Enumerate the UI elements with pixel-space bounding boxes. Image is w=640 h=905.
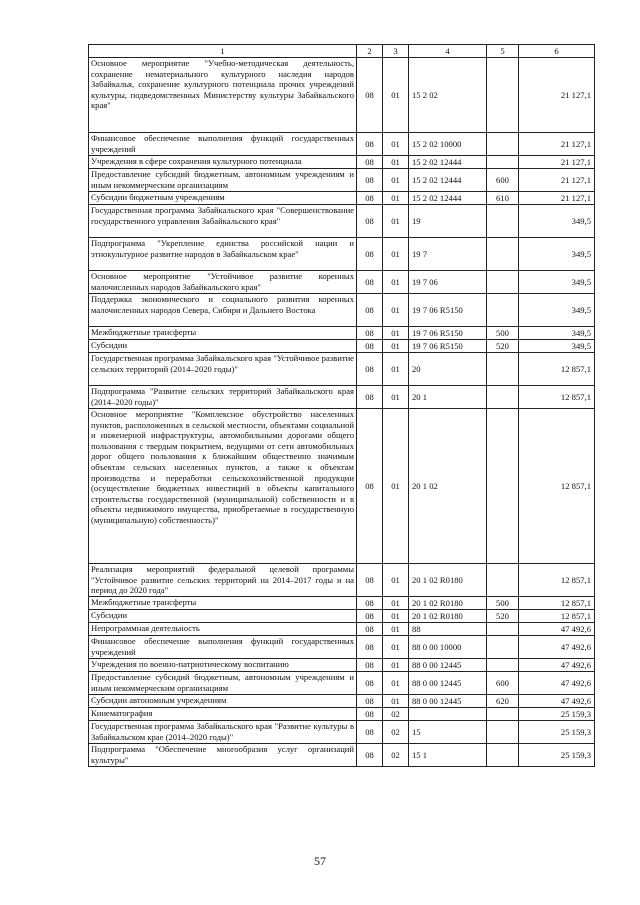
row-target-article-cell: 15 1 <box>409 744 487 767</box>
row-subsection-cell: 01 <box>383 205 409 238</box>
row-name-cell: Субсидии автономным учреждениям <box>89 695 357 708</box>
row-amount-cell: 12 857,1 <box>519 597 595 610</box>
row-name-cell: Предоставление субсидий бюджетным, автономным учреждениям и иным некоммерческим организациям <box>89 169 357 192</box>
row-section-cell: 08 <box>357 386 383 409</box>
row-name-cell: Основное мероприятие "Учебно-методическая деятельность, сохранение нематериального культурного наследия народов Забайкалья, сохранение культурного потенциала прочих учреждений культуры, подведомственных Министерству культуры Забайкальского края" <box>89 58 357 133</box>
table-row <box>89 708 595 721</box>
table-row <box>89 386 595 409</box>
row-expense-type-cell: 500 <box>487 597 519 610</box>
row-amount-cell: 21 127,1 <box>519 58 595 133</box>
row-subsection-cell: 01 <box>383 238 409 271</box>
row-subsection-cell: 01 <box>383 659 409 672</box>
row-target-article-cell: 88 <box>409 623 487 636</box>
row-expense-type-cell: 520 <box>487 340 519 353</box>
table-row <box>89 564 595 597</box>
row-expense-type-cell: 610 <box>487 192 519 205</box>
row-amount-cell: 349,5 <box>519 340 595 353</box>
row-name-cell: Подпрограмма "Развитие сельских территорий Забайкальского края (2014–2020 годы)" <box>89 386 357 409</box>
row-section-cell: 08 <box>357 744 383 767</box>
row-section-cell: 08 <box>357 610 383 623</box>
row-amount-cell: 349,5 <box>519 327 595 340</box>
row-target-article-cell: 20 <box>409 353 487 386</box>
row-amount-cell: 12 857,1 <box>519 610 595 623</box>
row-name-cell: Предоставление субсидий бюджетным, автономным учреждениям и иным некоммерческим организациям <box>89 672 357 695</box>
row-amount-cell: 21 127,1 <box>519 156 595 169</box>
row-name-cell: Межбюджетные трансферты <box>89 327 357 340</box>
row-name-cell: Государственная программа Забайкальского края "Совершенствование государственного управления Забайкальского края" <box>89 205 357 238</box>
table-row <box>89 744 595 767</box>
row-expense-type-cell: 600 <box>487 169 519 192</box>
row-target-article-cell: 20 1 02 <box>409 409 487 564</box>
row-name-cell: Учреждения в сфере сохранения культурного потенциала <box>89 156 357 169</box>
row-section-cell: 08 <box>357 294 383 327</box>
row-amount-cell: 25 159,3 <box>519 721 595 744</box>
header-col-4: 4 <box>409 45 487 58</box>
row-subsection-cell: 01 <box>383 353 409 386</box>
row-name-cell: Государственная программа Забайкальского края "Развитие культуры в Забайкальском крае (2014–2020 годы)" <box>89 721 357 744</box>
row-amount-cell: 12 857,1 <box>519 353 595 386</box>
row-amount-cell: 47 492,6 <box>519 659 595 672</box>
row-target-article-cell: 88 0 00 10000 <box>409 636 487 659</box>
budget-table-sheet <box>88 44 594 767</box>
table-row <box>89 192 595 205</box>
table-row <box>89 659 595 672</box>
row-amount-cell: 349,5 <box>519 271 595 294</box>
row-subsection-cell: 01 <box>383 564 409 597</box>
row-subsection-cell: 01 <box>383 672 409 695</box>
row-name-cell: Непрограммная деятельность <box>89 623 357 636</box>
budget-table <box>88 44 595 767</box>
row-subsection-cell: 01 <box>383 386 409 409</box>
row-target-article-cell: 20 1 02 R0180 <box>409 597 487 610</box>
row-subsection-cell: 01 <box>383 169 409 192</box>
row-section-cell: 08 <box>357 708 383 721</box>
row-amount-cell: 349,5 <box>519 294 595 327</box>
row-expense-type-cell <box>487 238 519 271</box>
header-col-5: 5 <box>487 45 519 58</box>
row-target-article-cell: 19 7 <box>409 238 487 271</box>
row-expense-type-cell: 620 <box>487 695 519 708</box>
table-row <box>89 133 595 156</box>
row-section-cell: 08 <box>357 623 383 636</box>
row-section-cell: 08 <box>357 156 383 169</box>
header-col-3: 3 <box>383 45 409 58</box>
row-section-cell: 08 <box>357 672 383 695</box>
row-section-cell: 08 <box>357 169 383 192</box>
row-section-cell: 08 <box>357 597 383 610</box>
row-subsection-cell: 02 <box>383 744 409 767</box>
row-section-cell: 08 <box>357 636 383 659</box>
row-expense-type-cell <box>487 58 519 133</box>
row-name-cell: Государственная программа Забайкальского края "Устойчивое развитие сельских территорий (2014–2020 годы)" <box>89 353 357 386</box>
header-col-2: 2 <box>357 45 383 58</box>
row-expense-type-cell <box>487 636 519 659</box>
row-subsection-cell: 02 <box>383 721 409 744</box>
row-subsection-cell: 01 <box>383 636 409 659</box>
row-target-article-cell <box>409 708 487 721</box>
row-subsection-cell: 01 <box>383 192 409 205</box>
row-subsection-cell: 01 <box>383 271 409 294</box>
row-section-cell: 08 <box>357 564 383 597</box>
table-row <box>89 409 595 564</box>
table-row <box>89 238 595 271</box>
row-amount-cell: 47 492,6 <box>519 623 595 636</box>
row-amount-cell: 12 857,1 <box>519 564 595 597</box>
row-section-cell: 08 <box>357 192 383 205</box>
row-target-article-cell: 15 2 02 12444 <box>409 156 487 169</box>
row-subsection-cell: 01 <box>383 695 409 708</box>
table-row <box>89 353 595 386</box>
row-subsection-cell: 01 <box>383 327 409 340</box>
row-section-cell: 08 <box>357 58 383 133</box>
row-expense-type-cell <box>487 386 519 409</box>
row-name-cell: Субсидии <box>89 610 357 623</box>
row-name-cell: Финансовое обеспечение выполнения функций государственных учреждений <box>89 636 357 659</box>
row-target-article-cell: 19 7 06 <box>409 271 487 294</box>
row-expense-type-cell <box>487 708 519 721</box>
row-section-cell: 08 <box>357 340 383 353</box>
row-section-cell: 08 <box>357 721 383 744</box>
row-target-article-cell: 19 7 06 R5150 <box>409 340 487 353</box>
row-section-cell: 08 <box>357 271 383 294</box>
row-amount-cell: 47 492,6 <box>519 636 595 659</box>
row-section-cell: 08 <box>357 133 383 156</box>
row-subsection-cell: 01 <box>383 133 409 156</box>
row-amount-cell: 349,5 <box>519 205 595 238</box>
row-target-article-cell: 20 1 02 R0180 <box>409 564 487 597</box>
row-section-cell: 08 <box>357 205 383 238</box>
row-amount-cell: 12 857,1 <box>519 386 595 409</box>
row-name-cell: Подпрограмма "Обеспечение многообразия услуг организаций культуры" <box>89 744 357 767</box>
row-name-cell: Межбюджетные трансферты <box>89 597 357 610</box>
table-row <box>89 340 595 353</box>
row-amount-cell: 47 492,6 <box>519 695 595 708</box>
row-name-cell: Основное мероприятие "Устойчивое развитие коренных малочисленных народов Забайкальского края" <box>89 271 357 294</box>
row-section-cell: 08 <box>357 659 383 672</box>
row-target-article-cell: 15 2 02 <box>409 58 487 133</box>
row-name-cell: Поддержка экономического и социального развития коренных малочисленных народов Севера, Сибири и Дальнего Востока <box>89 294 357 327</box>
row-section-cell: 08 <box>357 409 383 564</box>
table-row <box>89 294 595 327</box>
header-col-6: 6 <box>519 45 595 58</box>
row-subsection-cell: 01 <box>383 610 409 623</box>
row-expense-type-cell <box>487 659 519 672</box>
row-amount-cell: 47 492,6 <box>519 672 595 695</box>
table-row <box>89 610 595 623</box>
table-row <box>89 169 595 192</box>
row-target-article-cell: 88 0 00 12445 <box>409 659 487 672</box>
row-amount-cell: 25 159,3 <box>519 744 595 767</box>
row-expense-type-cell <box>487 623 519 636</box>
row-name-cell: Субсидии <box>89 340 357 353</box>
row-expense-type-cell <box>487 744 519 767</box>
row-target-article-cell: 15 2 02 12444 <box>409 192 487 205</box>
row-target-article-cell: 19 <box>409 205 487 238</box>
row-name-cell: Подпрограмма "Укрепление единства российской нации и этнокультурное развитие народов в Забайкальском крае" <box>89 238 357 271</box>
row-subsection-cell: 01 <box>383 294 409 327</box>
row-subsection-cell: 01 <box>383 623 409 636</box>
row-amount-cell: 21 127,1 <box>519 169 595 192</box>
row-target-article-cell: 15 2 02 12444 <box>409 169 487 192</box>
row-name-cell: Реализация мероприятий федеральной целевой программы "Устойчивое развитие сельских территорий на 2014–2017 годы и на период до 2020 года" <box>89 564 357 597</box>
table-row <box>89 636 595 659</box>
row-name-cell: Основное мероприятие "Комплексное обустройство населенных пунктов, расположенных в сельской местности, объектами социальной и инженерной инфраструктуры, автомобильными дорогами общего пользования с твердым покрытием, ведущими от сети автомобильных дорог общего пользования к ближайшим общественно значимым объектам сельских населенных пунктов, а также к объектам производства и переработки сельскохозяйственной продукции (осуществление бюджетных инвестиций в объекты капитального строительства государственной (муниципальной) собственности и в объекты недвижимого имущества, приобретаемые в государственную (муниципальную) собственность)" <box>89 409 357 564</box>
table-row <box>89 271 595 294</box>
row-target-article-cell: 20 1 02 R0180 <box>409 610 487 623</box>
page-number: 57 <box>314 854 326 868</box>
row-section-cell: 08 <box>357 695 383 708</box>
row-expense-type-cell <box>487 271 519 294</box>
row-expense-type-cell: 500 <box>487 327 519 340</box>
row-target-article-cell: 19 7 06 R5150 <box>409 327 487 340</box>
row-amount-cell: 21 127,1 <box>519 133 595 156</box>
table-row <box>89 623 595 636</box>
row-target-article-cell: 88 0 00 12445 <box>409 695 487 708</box>
table-row <box>89 156 595 169</box>
row-name-cell: Субсидии бюджетным учреждениям <box>89 192 357 205</box>
row-amount-cell: 12 857,1 <box>519 409 595 564</box>
row-subsection-cell: 02 <box>383 708 409 721</box>
row-expense-type-cell <box>487 205 519 238</box>
table-header-row <box>89 45 595 58</box>
row-name-cell: Учреждения по военно-патриотическому воспитанию <box>89 659 357 672</box>
row-name-cell: Финансовое обеспечение выполнения функций государственных учреждений <box>89 133 357 156</box>
row-amount-cell: 21 127,1 <box>519 192 595 205</box>
row-expense-type-cell <box>487 156 519 169</box>
row-subsection-cell: 01 <box>383 597 409 610</box>
row-amount-cell: 25 159,3 <box>519 708 595 721</box>
row-expense-type-cell <box>487 133 519 156</box>
row-expense-type-cell <box>487 721 519 744</box>
table-row <box>89 205 595 238</box>
row-expense-type-cell: 520 <box>487 610 519 623</box>
table-row <box>89 58 595 133</box>
row-section-cell: 08 <box>357 238 383 271</box>
table-row <box>89 672 595 695</box>
row-target-article-cell: 88 0 00 12445 <box>409 672 487 695</box>
row-subsection-cell: 01 <box>383 156 409 169</box>
table-row <box>89 327 595 340</box>
row-subsection-cell: 01 <box>383 409 409 564</box>
row-section-cell: 08 <box>357 353 383 386</box>
row-expense-type-cell <box>487 409 519 564</box>
row-name-cell: Кинематография <box>89 708 357 721</box>
table-row <box>89 721 595 744</box>
row-expense-type-cell: 600 <box>487 672 519 695</box>
row-expense-type-cell <box>487 564 519 597</box>
row-section-cell: 08 <box>357 327 383 340</box>
header-col-1: 1 <box>89 45 357 58</box>
row-target-article-cell: 15 2 02 10000 <box>409 133 487 156</box>
table-row <box>89 695 595 708</box>
row-amount-cell: 349,5 <box>519 238 595 271</box>
row-target-article-cell: 19 7 06 R5150 <box>409 294 487 327</box>
row-target-article-cell: 20 1 <box>409 386 487 409</box>
table-row <box>89 597 595 610</box>
row-expense-type-cell <box>487 294 519 327</box>
row-expense-type-cell <box>487 353 519 386</box>
row-subsection-cell: 01 <box>383 58 409 133</box>
row-target-article-cell: 15 <box>409 721 487 744</box>
row-subsection-cell: 01 <box>383 340 409 353</box>
